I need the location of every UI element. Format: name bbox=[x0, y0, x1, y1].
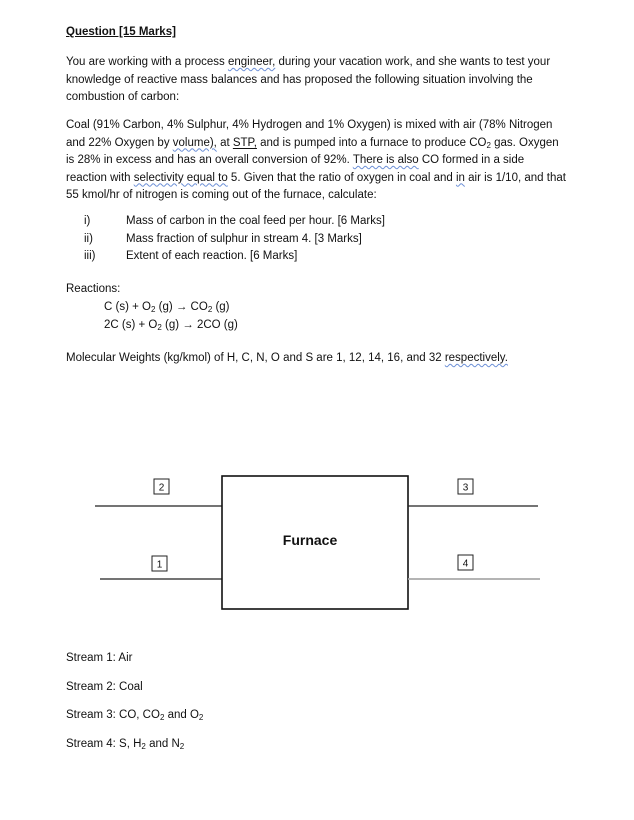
stream-4-text: Stream 4: S, H bbox=[66, 738, 142, 750]
stream-4-n2-sub: 2 bbox=[179, 742, 185, 751]
reaction-1 bbox=[104, 301, 230, 313]
question-title: Question [15 Marks] bbox=[66, 26, 176, 38]
stream-3-suffix: and O bbox=[164, 709, 199, 721]
reaction-1-o2-sub: 2 bbox=[150, 305, 156, 314]
problem-text-b: at bbox=[216, 136, 233, 149]
reaction-2-part-b: (g) → 2CO (g) bbox=[161, 319, 238, 331]
mw-text: Molecular Weights (kg/kmol) of H, C, N, O and S are 1, 12, 14, 16, and 32 bbox=[66, 352, 445, 364]
stream-2-label bbox=[66, 681, 143, 693]
stream-3-co2-sub: 2 bbox=[159, 713, 165, 722]
task-number: iii) bbox=[84, 250, 96, 262]
problem-in: in bbox=[455, 171, 465, 184]
stream-1-label bbox=[66, 652, 132, 664]
problem-volume: volume), bbox=[172, 136, 217, 149]
stream-4-suffix: and N bbox=[145, 738, 180, 750]
stream-4-h2-sub: 2 bbox=[141, 742, 146, 751]
stream-number-3: 3 bbox=[462, 482, 469, 494]
problem-there-is-also: There is also bbox=[352, 154, 419, 166]
molecular-weights-line bbox=[66, 352, 508, 364]
problem-text-f: 5. Given that the ratio of oxygen in coal and bbox=[227, 171, 456, 184]
task-text: Mass of carbon in the coal feed per hour. [6 Marks] bbox=[126, 215, 385, 227]
stream-1-text: Stream 1: Air bbox=[66, 652, 133, 664]
problem-co2-sub: 2 bbox=[486, 140, 491, 150]
problem-text-d: gas. Oxygen is 28% in excess and has an overall conversion of 92%. bbox=[66, 136, 559, 166]
reaction-2 bbox=[104, 319, 238, 331]
reaction-1-part-c: (g) bbox=[212, 301, 230, 313]
problem-selectivity: selectivity equal to bbox=[133, 171, 228, 184]
furnace-label: Furnace bbox=[282, 532, 338, 548]
stream-number-2: 2 bbox=[158, 482, 165, 494]
problem-text-e: CO formed in a side reaction with bbox=[66, 154, 525, 184]
problem-text-c: and is pumped into a furnace to produce CO bbox=[256, 136, 487, 149]
task-number: ii) bbox=[84, 232, 93, 245]
problem-stp: STP, bbox=[232, 136, 257, 149]
reactions-heading: Reactions: bbox=[66, 283, 121, 295]
mw-respectively: respectively. bbox=[444, 352, 508, 364]
stream-number-4: 4 bbox=[462, 558, 469, 570]
reaction-2-o2-sub: 2 bbox=[157, 323, 162, 332]
intro-paragraph bbox=[66, 54, 566, 107]
problem-text-a: Coal (91% Carbon, 4% Sulphur, 4% Hydrogen and 1% Oxygen) is mixed with air (78% Nitrogen and 22% Oxygen by bbox=[66, 119, 553, 149]
problem-text-g: air is 1/10, and that 55 kmol/hr of nitrogen is coming out of the furnace, calculate: bbox=[66, 171, 566, 201]
problem-paragraph bbox=[66, 117, 566, 205]
stream-3-o2-sub: 2 bbox=[198, 713, 204, 722]
intro-text-1: You are working with a process bbox=[66, 56, 228, 68]
task-text: Extent of each reaction. [6 Marks] bbox=[126, 250, 298, 262]
stream-4-label bbox=[66, 738, 184, 750]
intro-text-2: during your vacation work, and she wants to test your knowledge of reactive mass balances and has proposed the following situation involving the combustion of carbon: bbox=[66, 56, 551, 103]
stream-2-text: Stream 2: Coal bbox=[66, 681, 143, 693]
reaction-1-co2-sub: 2 bbox=[207, 305, 213, 314]
furnace-flow-diagram bbox=[0, 440, 634, 630]
reaction-1-part-a: C (s) + O bbox=[104, 301, 151, 313]
reaction-2-part-a: 2C (s) + O bbox=[104, 319, 158, 331]
intro-engineer: engineer, bbox=[227, 56, 276, 68]
task-text: Mass fraction of sulphur in stream 4. [3 Marks] bbox=[126, 232, 362, 245]
task-number: i) bbox=[84, 215, 91, 227]
stream-3-text: Stream 3: CO, CO bbox=[66, 709, 160, 721]
reaction-1-part-b: (g) → CO bbox=[155, 301, 208, 313]
stream-number-1: 1 bbox=[156, 559, 163, 571]
stream-3-label bbox=[66, 709, 203, 721]
